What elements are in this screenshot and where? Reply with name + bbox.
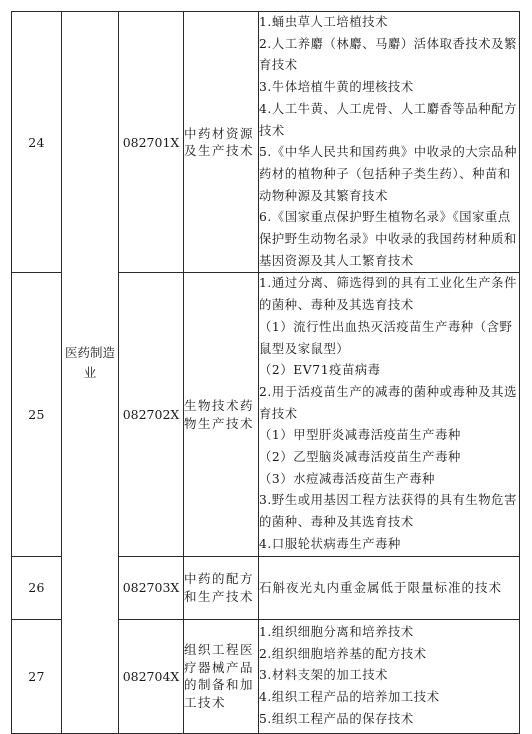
- description-line: 4.组织工程产品的培养加工技术: [259, 689, 440, 704]
- tech-name: 中药的配方和生产技术: [184, 556, 259, 619]
- description-line: （3）水痘减毒活疫苗生产毒种: [259, 471, 436, 486]
- tech-code: 082702X: [119, 273, 184, 556]
- description-line: 4.口服轮状病毒生产毒种: [259, 536, 401, 551]
- description-line: 4.人工牛黄、人工虎骨、人工麝香等品种配方技术: [259, 101, 517, 138]
- tech-description: [259, 273, 520, 556]
- tech-code: 082701X: [119, 12, 184, 273]
- tech-name: 组织工程医疗器械产品的制备和加工技术: [184, 619, 259, 733]
- row-number: 26: [12, 556, 62, 619]
- description-line: （2）乙型脑炎减毒活疫苗生产毒种: [259, 450, 461, 465]
- description-line: （1）流行性出血热灭活疫苗生产毒种（含野鼠型及家鼠型）: [259, 319, 513, 356]
- tech-description: [259, 619, 520, 733]
- table-row: [12, 12, 520, 273]
- description-line: 1.组织细胞分离和培养技术: [259, 624, 414, 639]
- technology-catalog-table: [11, 11, 520, 734]
- tech-name: 中药材资源及生产技术: [184, 12, 259, 273]
- description-line: 1.通过分离、筛选得到的具有工业化生产条件的菌种、毒种及其选育技术: [259, 276, 517, 313]
- tech-description: [259, 12, 520, 273]
- description-line: 2.人工养麝（林麝、马麝）活体取香技术及繁育技术: [259, 36, 517, 73]
- description-line: 3.材料支架的加工技术: [259, 668, 389, 683]
- industry-label: 医药制造业: [64, 345, 115, 380]
- tech-code: 082704X: [119, 619, 184, 733]
- row-number: 24: [12, 12, 62, 273]
- description-line: 3.野生或用基因工程方法获得的具有生物危害的菌种、毒种及其选育技术: [259, 493, 517, 530]
- description-line: （2）EV71疫苗病毒: [259, 363, 381, 378]
- row-number: 25: [12, 273, 62, 556]
- industry-category: [62, 12, 119, 734]
- description-line: 2.组织细胞培养基的配方技术: [259, 646, 427, 661]
- description-line: 5.《中华人民共和国药典》中收录的大宗品种药材的植物种子（包括种子类生药）、种苗和动物种源及其繁育技术: [259, 145, 517, 203]
- description-line: （1）甲型肝炎减毒活疫苗生产毒种: [259, 428, 461, 443]
- description-line: 5.组织工程产品的保存技术: [259, 711, 414, 726]
- description-line: 2.用于活疫苗生产的减毒的菌种或毒种及其选育技术: [259, 384, 517, 421]
- row-number: 27: [12, 619, 62, 733]
- description-line: 3.牛体培植牛黄的埋核技术: [259, 80, 414, 95]
- description-line: 1.蛹虫草人工培植技术: [259, 15, 389, 29]
- tech-name: 生物技术药物生产技术: [184, 273, 259, 556]
- tech-code: 082703X: [119, 556, 184, 619]
- tech-description: 石斛夜光丸内重金属低于限量标准的技术: [259, 556, 520, 619]
- description-line: 6.《国家重点保护野生植物名录》《国家重点保护野生动物名录》中收录的我国药材种质和基因资源及其人工繁育技术: [259, 210, 517, 268]
